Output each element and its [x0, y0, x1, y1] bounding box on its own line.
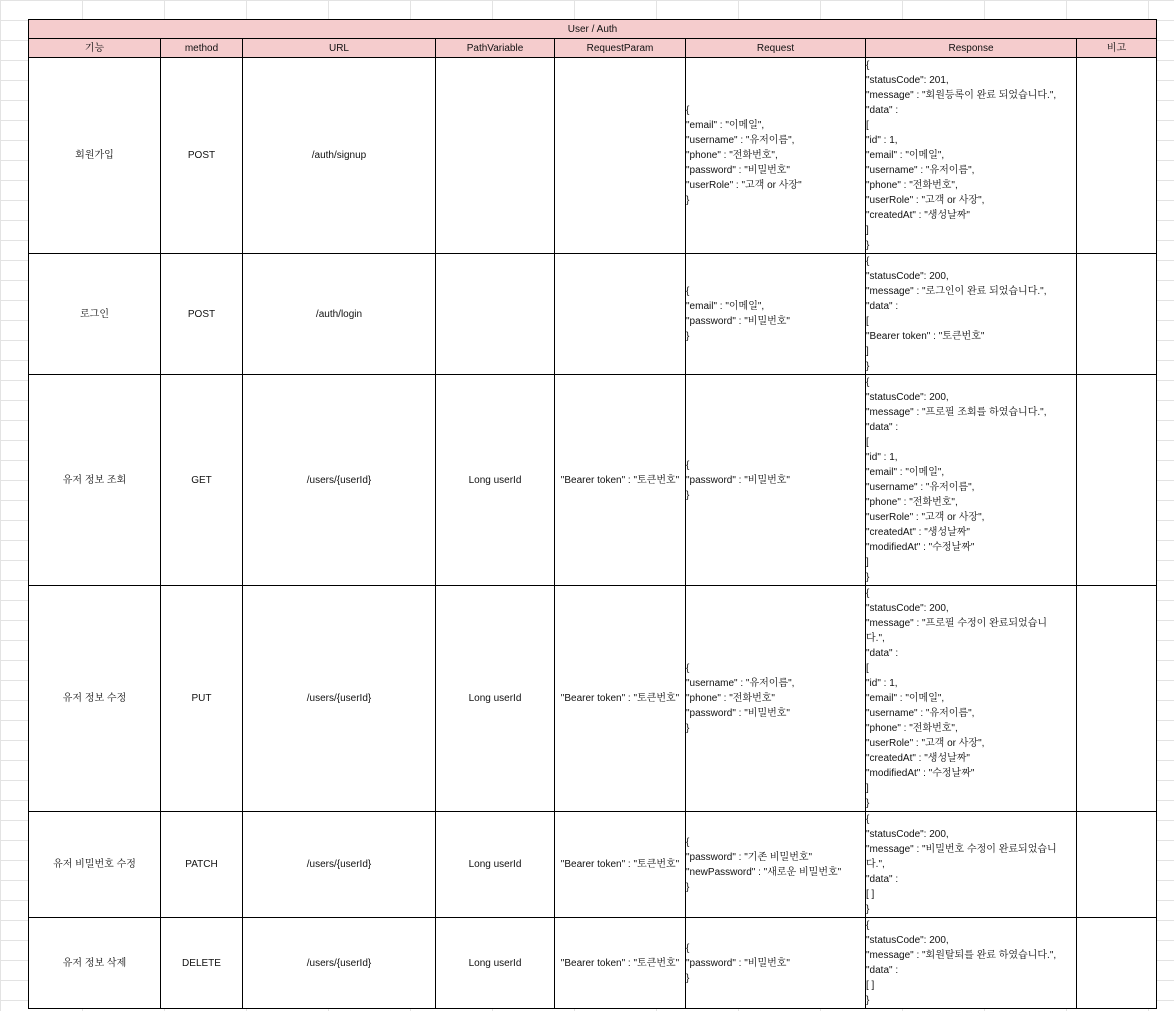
cell-response[interactable]: { "statusCode": 200, "message" : "로그인이 완료 되었습니다.", "data" : [ "Bearer token" : "토큰번호" ] }	[866, 254, 1077, 375]
table-row-login	[29, 254, 1157, 375]
cell-note[interactable]	[1077, 812, 1157, 918]
api-spec-table	[28, 19, 1157, 1009]
header-response[interactable]: Response	[866, 39, 1077, 58]
table-row-update-user	[29, 586, 1157, 812]
cell-feature[interactable]: 유저 정보 조회	[29, 375, 161, 586]
cell-url[interactable]: /users/{userId}	[243, 812, 436, 918]
cell-url[interactable]: /auth/signup	[243, 58, 436, 254]
header-note[interactable]: 비고	[1077, 39, 1157, 58]
cell-response[interactable]: { "statusCode": 200, "message" : "비밀번호 수정이 완료되었습니 다.", "data" : [ ] }	[866, 812, 1077, 918]
header-path-variable[interactable]: PathVariable	[436, 39, 555, 58]
cell-response[interactable]: { "statusCode": 200, "message" : "프로필 수정이 완료되었습니 다.", "data" : [ "id" : 1, "email" : "이메일", "username" : "유저이름", "phone" : "전화번호", "userRole" : "고객 or 사장", "createdAt" : "생성날짜" "modifiedAt" : "수정날짜" ] }	[866, 586, 1077, 812]
header-request-param[interactable]: RequestParam	[555, 39, 686, 58]
table-row-delete-user	[29, 918, 1157, 1009]
cell-response[interactable]: { "statusCode": 200, "message" : "프로필 조회를 하였습니다.", "data" : [ "id" : 1, "email" : "이메일", "username" : "유저이름", "phone" : "전화번호", "userRole" : "고객 or 사장", "createdAt" : "생성날짜" "modifiedAt" : "수정날짜" ] }	[866, 375, 1077, 586]
cell-feature[interactable]: 유저 정보 삭제	[29, 918, 161, 1009]
cell-url[interactable]: /users/{userId}	[243, 918, 436, 1009]
cell-request[interactable]: { "email" : "이메일", "username" : "유저이름", "phone" : "전화번호", "password" : "비밀번호" "userRole" : "고객 or 사장" }	[686, 58, 866, 254]
cell-method[interactable]: POST	[161, 254, 243, 375]
header-feature[interactable]: 기능	[29, 39, 161, 58]
header-method[interactable]: method	[161, 39, 243, 58]
cell-path-variable[interactable]: Long userId	[436, 586, 555, 812]
cell-request[interactable]: { "username" : "유저이름", "phone" : "전화번호" "password" : "비밀번호" }	[686, 586, 866, 812]
cell-path-variable[interactable]: Long userId	[436, 918, 555, 1009]
cell-method[interactable]: DELETE	[161, 918, 243, 1009]
cell-feature[interactable]: 유저 비밀번호 수정	[29, 812, 161, 918]
cell-url[interactable]: /users/{userId}	[243, 375, 436, 586]
cell-feature[interactable]: 회원가입	[29, 58, 161, 254]
cell-note[interactable]	[1077, 58, 1157, 254]
cell-method[interactable]: PUT	[161, 586, 243, 812]
cell-request-param[interactable]: "Bearer token" : "토큰번호"	[555, 586, 686, 812]
cell-feature[interactable]: 로그인	[29, 254, 161, 375]
sheet-title[interactable]: User / Auth	[29, 20, 1157, 39]
cell-request-param[interactable]: "Bearer token" : "토큰번호"	[555, 812, 686, 918]
cell-response[interactable]: { "statusCode": 200, "message" : "회원탈퇴를 완료 하였습니다.", "data" : [ ] }	[866, 918, 1077, 1009]
cell-note[interactable]	[1077, 586, 1157, 812]
cell-request-param[interactable]: "Bearer token" : "토큰번호"	[555, 375, 686, 586]
cell-note[interactable]	[1077, 918, 1157, 1009]
cell-request[interactable]: { "email" : "이메일", "password" : "비밀번호" }	[686, 254, 866, 375]
cell-path-variable[interactable]	[436, 58, 555, 254]
cell-method[interactable]: POST	[161, 58, 243, 254]
cell-request-param[interactable]	[555, 254, 686, 375]
cell-note[interactable]	[1077, 375, 1157, 586]
cell-path-variable[interactable]: Long userId	[436, 375, 555, 586]
header-request[interactable]: Request	[686, 39, 866, 58]
cell-request[interactable]: { "password" : "기존 비밀번호" "newPassword" : "새로운 비밀번호" }	[686, 812, 866, 918]
cell-path-variable[interactable]: Long userId	[436, 812, 555, 918]
cell-response[interactable]: { "statusCode": 201, "message" : "회원등록이 완료 되었습니다.", "data" : [ "id" : 1, "email" : "이메일", "username" : "유저이름", "phone" : "전화번호", "userRole" : "고객 or 사장", "createdAt" : "생성날짜" ] }	[866, 58, 1077, 254]
cell-method[interactable]: PATCH	[161, 812, 243, 918]
cell-url[interactable]: /auth/login	[243, 254, 436, 375]
table-row-signup	[29, 58, 1157, 254]
cell-feature[interactable]: 유저 정보 수정	[29, 586, 161, 812]
cell-url[interactable]: /users/{userId}	[243, 586, 436, 812]
cell-path-variable[interactable]	[436, 254, 555, 375]
table-row-update-password	[29, 812, 1157, 918]
cell-note[interactable]	[1077, 254, 1157, 375]
cell-request[interactable]: { "password" : "비밀번호" }	[686, 918, 866, 1009]
cell-request-param[interactable]: "Bearer token" : "토큰번호"	[555, 918, 686, 1009]
table-row-get-user	[29, 375, 1157, 586]
cell-request-param[interactable]	[555, 58, 686, 254]
header-url[interactable]: URL	[243, 39, 436, 58]
cell-request[interactable]: { "password" : "비밀번호" }	[686, 375, 866, 586]
cell-method[interactable]: GET	[161, 375, 243, 586]
